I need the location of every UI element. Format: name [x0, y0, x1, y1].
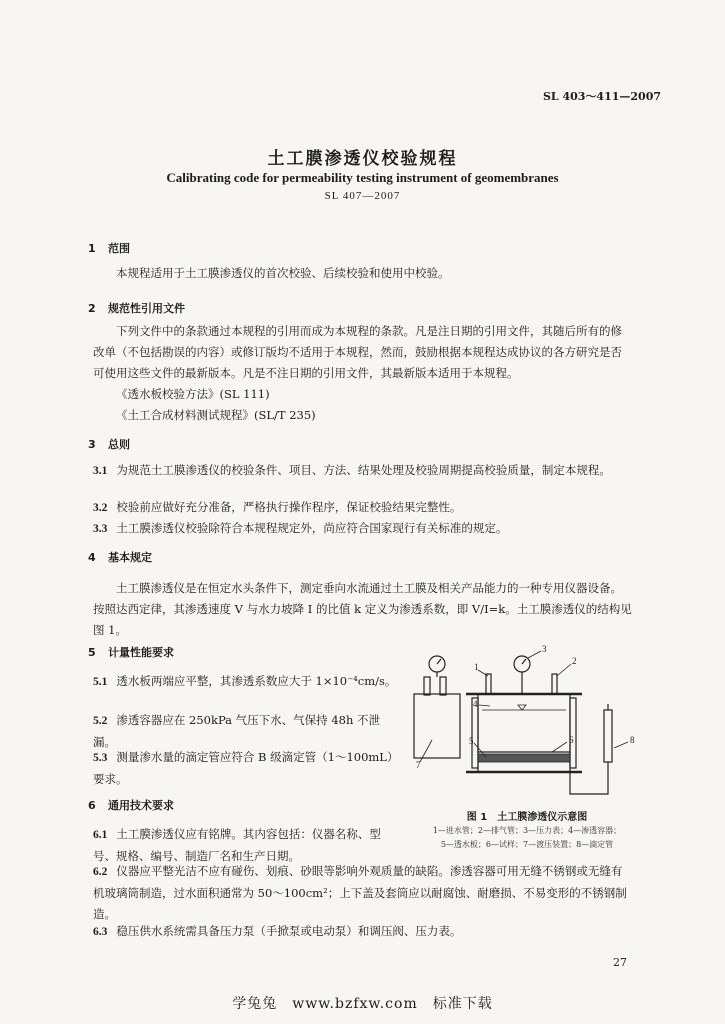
clause-text: 土工膜渗透仪应有铭牌。其内容包括：仪器名称、型号、规格、编号、制造厂名和生产日期。: [93, 827, 381, 863]
inlet-pipe: [486, 674, 491, 694]
figure-legend-line-1: 1—进水管；2—排气管；3—压力表；4—渗透容器；: [432, 826, 622, 835]
fig-label-4: 4: [473, 699, 478, 709]
clause-number: 6.3: [93, 926, 108, 938]
section-2-heading: [88, 300, 185, 316]
figure-caption: 图 1 土工膜渗透仪示意图: [466, 812, 588, 823]
clause-number: 5.3: [93, 752, 108, 764]
section-2-text: 下列文件中的条款通过本规程的引用而成为本规程的条款。凡是注日期的引用文件，其随后所有的修改单（不包括勘误的内容）或修订版均不适用于本规程，然而，鼓励根据本规程达成协议的各方研究是否可使用这些文件的最新版本。凡是不注日期的引用文件，其最新版本适用于本规程。: [93, 324, 622, 380]
section-number: 2: [88, 302, 96, 315]
section-title: 规范性引用文件: [108, 302, 185, 315]
fig-label-3: 3: [542, 644, 547, 654]
clause-number: 3.1: [93, 465, 108, 477]
vessel-wall-right: [570, 698, 576, 768]
water-level-mark: [518, 705, 526, 710]
clause-3-1: [93, 460, 633, 482]
clause-number: 3.3: [93, 523, 108, 535]
porous-plate: [478, 754, 570, 762]
section-title: 范围: [108, 242, 130, 255]
device-pipe-left: [424, 677, 430, 695]
section-1-text: 本规程适用于土工膜渗透仪的首次校验、后续校验和使用中校验。: [116, 266, 450, 280]
reference-2: 《土工合成材料测试规程》(SL/T 235): [116, 408, 316, 422]
clause-text: 土工膜渗透仪校验除符合本规程规定外，尚应符合国家现行有关标准的规定。: [116, 521, 508, 535]
clause-number: 5.1: [93, 676, 108, 688]
leader-6: [552, 742, 567, 752]
clause-text: 测量渗水量的滴定管应符合 B 级滴定管（1～100mL）要求。: [93, 750, 393, 786]
section-3-heading: [88, 436, 130, 452]
section-number: 6: [88, 799, 96, 812]
document-title-en: Calibrating code for permeability testing instrument of geomembranes: [166, 170, 559, 185]
section-number: 5: [88, 646, 96, 659]
clause-6-3: [93, 921, 633, 943]
clause-text: 稳压供水系统需具备压力泵（手掀泵或电动泵）和调压阀、压力表。: [116, 924, 462, 938]
clause-6-2: [93, 861, 633, 925]
clause-number: 3.2: [93, 502, 108, 514]
clause-text: 仪器应平整光洁不应有碰伤、划痕、砂眼等影响外观质量的缺陷。渗透容器可用无缝不锈钢或无缝有机玻璃筒制造，过水面积通常为 50～100cm²；上下盖及套筒应以耐腐蚀、耐磨损、不易变形的不锈钢制造。: [93, 864, 627, 921]
standard-code-header: SL 403～411—2007: [542, 90, 661, 103]
leader-3: [528, 651, 541, 658]
section-title: 基本规定: [108, 551, 152, 564]
section-title: 计量性能要求: [108, 646, 174, 659]
fig-label-8: 8: [630, 735, 635, 745]
clause-5-1: [93, 671, 398, 693]
leader-7: [420, 740, 432, 762]
section-4-text: 土工膜渗透仪是在恒定水头条件下，测定垂向水流通过土工膜及相关产品能力的一种专用仪器设备。按照达西定律，其渗透速度 V 与水力坡降 I 的比值 k 定义为渗透系数，即 V/I=k。土工膜渗透仪的结构见图 1。: [93, 581, 632, 637]
fig-label-2: 2: [572, 656, 577, 666]
section-title: 通用技术要求: [108, 799, 174, 812]
clause-5-3: [93, 747, 398, 790]
document-title-cn: 土工膜渗透仪校验规程: [267, 149, 458, 169]
clause-number: 6.1: [93, 829, 108, 841]
page-number: 27: [613, 956, 627, 969]
permeameter-diagram: [402, 644, 652, 804]
clause-text: 渗透容器应在 250kPa 气压下水、气保持 48h 不泄漏。: [93, 713, 381, 749]
clause-number: 5.2: [93, 715, 108, 727]
figure-legend-line-2: 5—透水板；6—试样；7—渡压装置；8—滴定管: [440, 840, 614, 849]
fig-label-1: 1: [474, 662, 479, 672]
section-title: 总则: [108, 438, 130, 451]
fig-label-6: 6: [569, 735, 574, 745]
leader-8: [614, 742, 628, 748]
clause-3-2: [93, 497, 633, 519]
leader-4: [479, 705, 490, 706]
clause-number: 6.2: [93, 866, 108, 878]
leader-2: [557, 664, 571, 676]
document-code: SL 407—2007: [324, 190, 401, 202]
exhaust-pipe: [552, 674, 557, 694]
clause-3-3: [93, 518, 633, 540]
clause-text: 透水板两端应平整，其渗透系数应大于 1×10⁻⁴cm/s。: [116, 674, 397, 688]
device-gauge-needle: [437, 659, 441, 664]
section-6-heading: [88, 797, 174, 813]
pressure-device: [414, 694, 460, 758]
clause-text: 校验前应做好充分准备，严格执行操作程序，保证校验结果完整性。: [116, 500, 462, 514]
section-5-heading: [88, 644, 174, 660]
clause-text: 为规范土工膜渗透仪的校验条件、项目、方法、结果处理及校验周期提高校验质量，制定本规程。: [116, 463, 611, 477]
watermark-footer: 学兔兔 www.bzfxw.com 标准下载: [232, 996, 493, 1012]
leader-1: [478, 670, 488, 676]
fig-label-7: 7: [416, 760, 421, 770]
section-1-heading: [88, 240, 130, 256]
section-4-heading: [88, 549, 152, 565]
section-number: 3: [88, 438, 96, 451]
device-pipe-right: [440, 677, 446, 695]
section-number: 4: [88, 551, 96, 564]
pressure-gauge-needle: [522, 659, 526, 664]
burette: [604, 710, 612, 762]
fig-label-5: 5: [469, 736, 474, 746]
reference-1: 《透水板校验方法》(SL 111): [116, 387, 270, 401]
section-number: 1: [88, 242, 96, 255]
